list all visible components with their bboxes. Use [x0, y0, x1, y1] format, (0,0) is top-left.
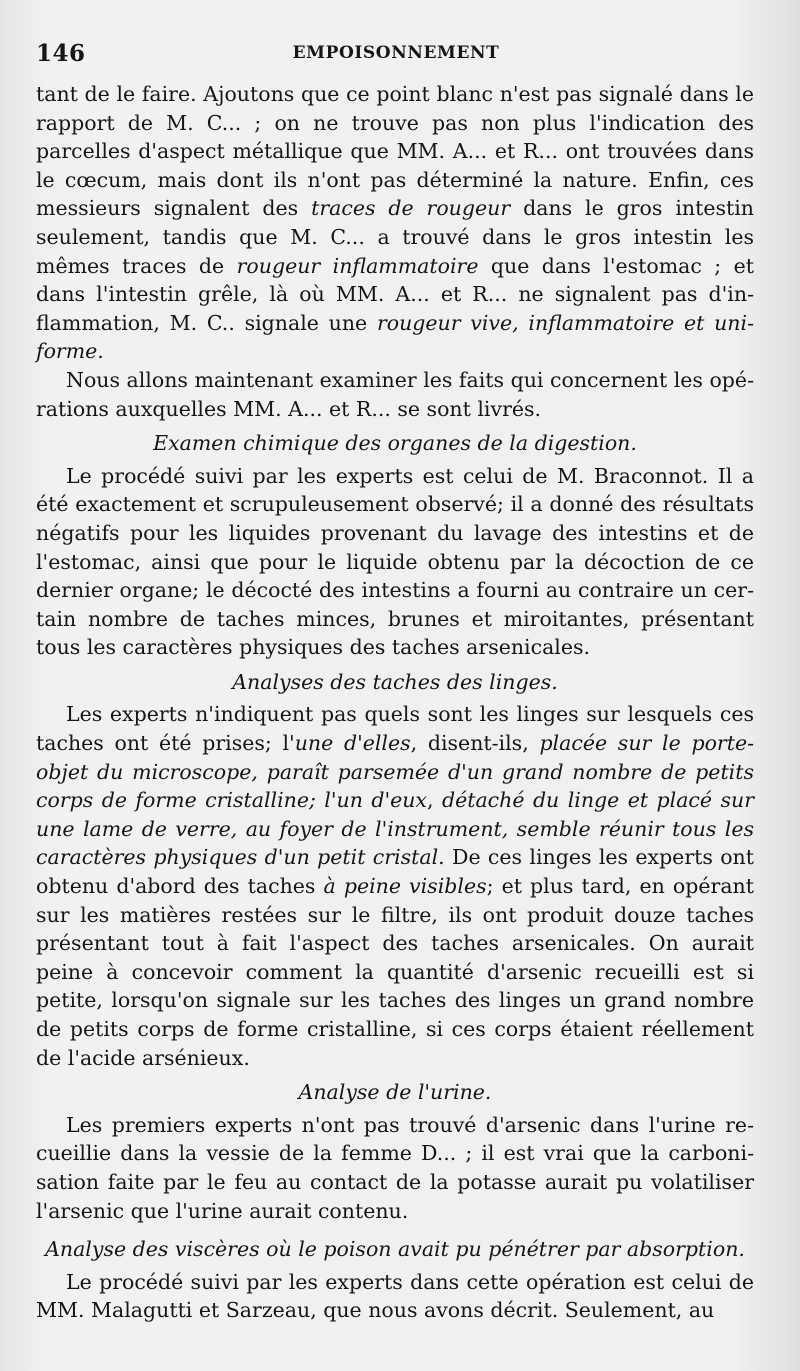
- italic-text: rougeur inflammatoire: [236, 253, 479, 278]
- text-run: que dans l'estomac ; et dans l'intestin grêle, là où MM. A... et R... ne signalent pas d'inflammation, M. C.. signale une: [36, 253, 754, 335]
- text-run: , disent-ils,: [410, 731, 540, 756]
- paragraph: Nous allons maintenant examiner les faits qui concernent les opérations auxquelles MM. A... et R... se sont livrés.: [36, 367, 754, 421]
- body-text: [36, 80, 754, 1325]
- page-header: [36, 40, 756, 68]
- text-run: ,: [427, 788, 442, 813]
- text-run: tant de le faire. Ajoutons que ce point blanc n'est pas signalé dans le rapport de M. C... ; on ne trouve pas non plus l'indication des parcelles d'aspect métallique que MM. A... et R... ont trouvées dans le cœcum, mais dont ils n'ont pas déterminé la nature. Enfin, ces messieurs signalent des: [36, 82, 754, 221]
- paragraph-continuation: [36, 80, 754, 366]
- section-heading: Analyse des viscères où le poison avait pu pénétrer par absorption.: [45, 1237, 745, 1262]
- italic-text: une d'elles: [294, 731, 411, 756]
- italic-text: placée sur le porte-objet du microscope, paraît parsemée d'un grand nombre de petits corps de forme cristalline; l'un d'eux: [36, 731, 755, 813]
- paragraph: Le procédé suivi par les experts dans cette opération est celui de MM. Malagutti et Sarzeau, que nous avons décrit. Seulement, au: [36, 1269, 754, 1323]
- italic-text: à peine visibles: [323, 874, 487, 899]
- page-number: 146: [36, 40, 86, 67]
- italic-text: détaché du linge et placé sur une lame de verre, au foyer de l'instrument, semble réunir tous les caractères physiques d'un petit cristal.: [36, 788, 754, 870]
- paragraph: [36, 700, 754, 1072]
- italic-text: traces de rougeur: [311, 196, 511, 221]
- section-heading: Examen chimique des organes de la digestion.: [153, 431, 637, 456]
- running-title: EMPOISONNEMENT: [292, 43, 500, 63]
- italic-text: rougeur vive, inflammatoire et uniforme.: [36, 310, 754, 364]
- section-heading: Analyse de l'urine.: [298, 1080, 492, 1105]
- text-run: dans le gros intestin seulement, tandis que M. C... a trouvé dans le gros intestin les mêmes traces de: [36, 196, 754, 278]
- text-run: ; et plus tard, en opérant sur les matières restées sur le filtre, ils ont produit douze taches présentant tout à fait l'aspect des taches arsenicales. On aurait peine à concevoir comment la quantité d'arsenic recueilli est si petite, lorsqu'on signale sur les taches des linges un grand nombre de petits corps de forme cristalline, si ces corps étaient réellement de l'acide arsénieux.: [36, 874, 754, 1070]
- section-heading: Analyses des taches des linges.: [232, 669, 558, 694]
- paragraph: Le procédé suivi par les experts est celui de M. Braconnot. Il a été exactement et scrupuleusement observé; il a donné des résultats négatifs pour les liquides provenant du lavage des intestins et de l'estomac, ainsi que pour le liquide obtenu par la décoction de ce dernier organe; le décocté des intestins a fourni au contraire un certain nombre de taches minces, brunes et miroitantes, présentant tous les caractères physiques des taches arsenicales.: [36, 463, 754, 660]
- paragraph: Les premiers experts n'ont pas trouvé d'arsenic dans l'urine recueillie dans la vessie de la femme D... ; il est vrai que la carbonisation faite par le feu au contact de la potasse aurait pu volatiliser l'arsenic que l'urine aurait contenu.: [36, 1112, 754, 1223]
- text-run: De ces linges les experts ont obtenu d'abord des taches: [36, 845, 754, 899]
- text-run: Les experts n'indiquent pas quels sont les linges sur lesquels ces taches ont été prises; l': [36, 702, 754, 756]
